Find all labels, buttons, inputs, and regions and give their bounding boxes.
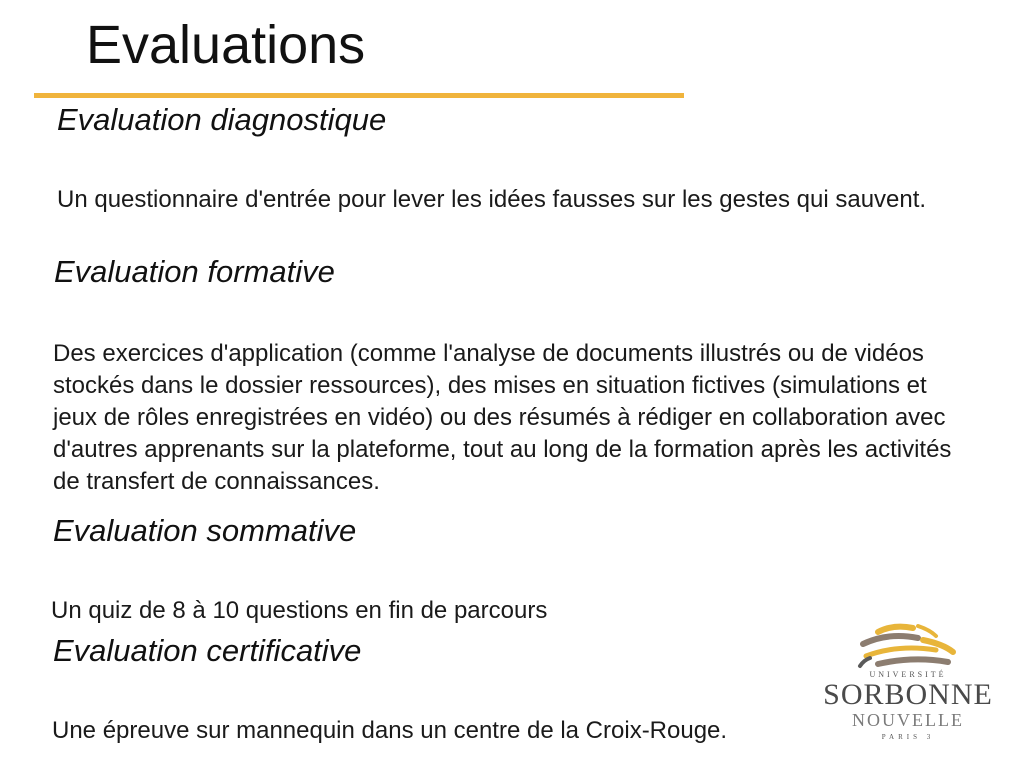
- logo-line-paris: PARIS 3: [881, 733, 935, 741]
- heading-sommative: Evaluation sommative: [53, 513, 357, 548]
- text-certificative: Une épreuve sur mannequin dans un centre de la Croix-Rouge.: [52, 717, 728, 744]
- heading-certificative: Evaluation certificative: [53, 633, 362, 668]
- university-logo: [818, 622, 998, 752]
- text-formative: Des exercices d'application (comme l'analyse de documents illustrés ou de vidéos stockés dans le dossier ressources), des mises en situation fictives (simulations et jeux de rôles enregistrées en vidéo) ou des résumés à rédiger en collaboration avec d'autres apprenants sur la plateforme, tout au long de la formation après les activités de transfert de connaissances.: [53, 340, 952, 495]
- heading-diagnostique: Evaluation diagnostique: [57, 102, 387, 137]
- title-underline: [34, 93, 684, 98]
- heading-formative: Evaluation formative: [54, 254, 335, 289]
- page-title: Evaluations: [86, 15, 366, 75]
- logo-line-sorbonne: SORBONNE: [823, 678, 993, 711]
- logo-emblem-icon: [818, 622, 998, 672]
- text-diagnostique: Un questionnaire d'entrée pour lever les idées fausses sur les gestes qui sauvent.: [57, 186, 927, 213]
- logo-line-nouvelle: NOUVELLE: [852, 710, 964, 730]
- text-sommative: Un quiz de 8 à 10 questions en fin de parcours: [51, 597, 548, 624]
- logo-line-universite: UNIVERSITÉ: [869, 670, 947, 679]
